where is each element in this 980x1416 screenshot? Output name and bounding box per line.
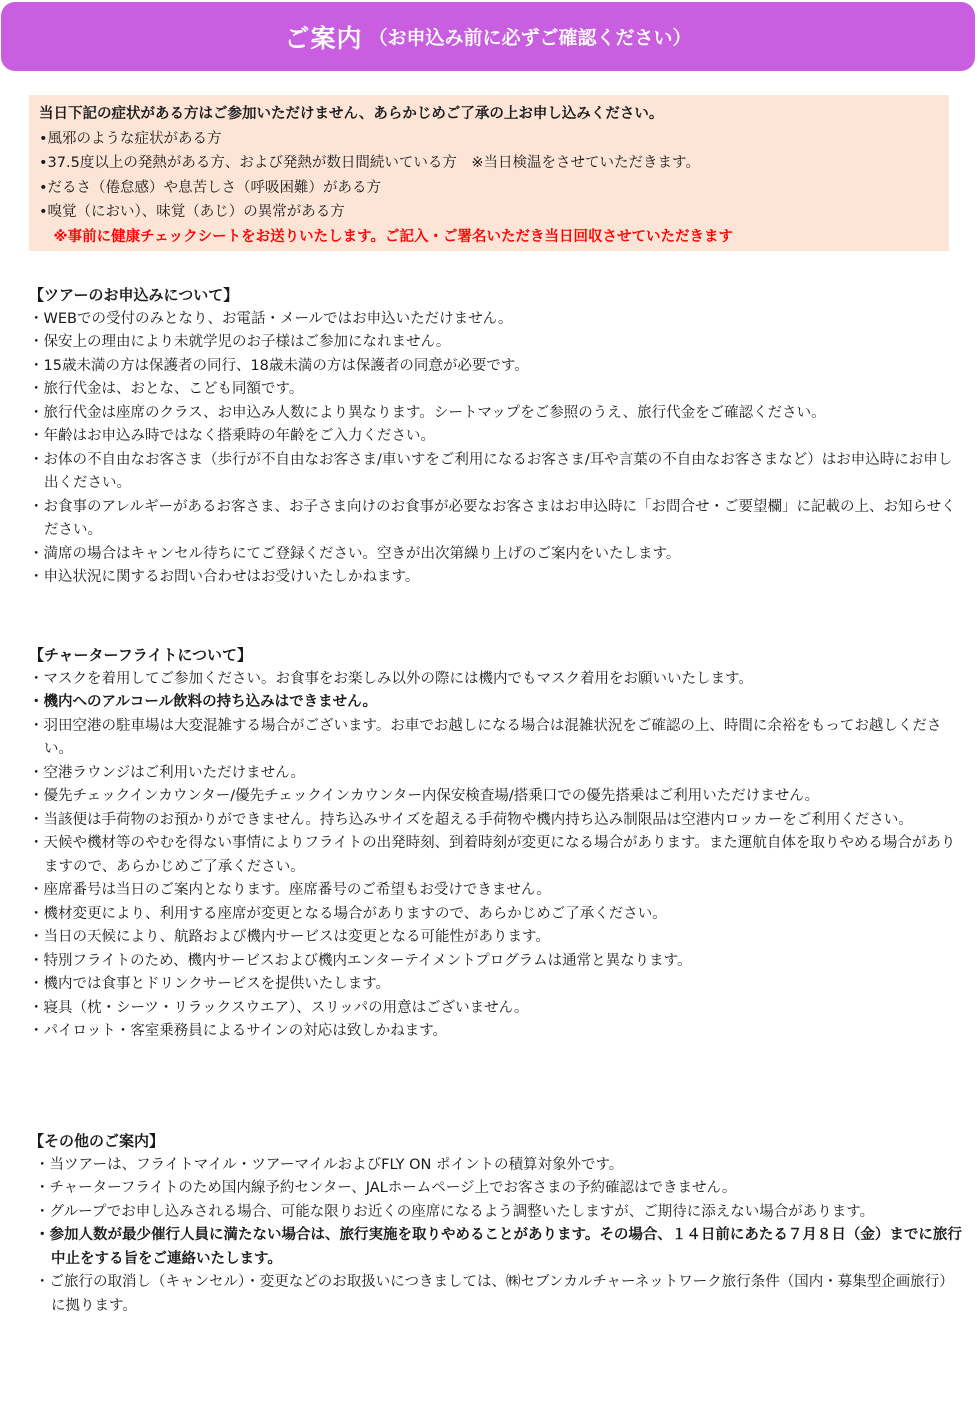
list-item: ・旅行代金は、おとな、こども同額です。 xyxy=(29,381,304,397)
list-item: ・天候や機材等のやむを得ない事情によりフライトの出発時刻、到着時刻が変更になる場合があります。また運航自体を取りやめる場合がありますので、あらかじめご了承ください。 xyxy=(29,835,956,875)
section-title: 【ツアーのお申込みについて】 xyxy=(29,286,239,304)
notice-heading: 当日下記の症状がある方はご参加いただけません、あらかじめご了承の上お申し込みください。 xyxy=(39,106,664,122)
list-item: ・特別フライトのため、機内サービスおよび機内エンターテイメントプログラムは通常と異なります。 xyxy=(29,952,692,969)
list-item: ・ご旅行の取消し（キャンセル）・変更などのお取扱いにつきましては、㈱セブンカルチャーネットワーク旅行条件（国内・募集型企画旅行）に拠ります。 xyxy=(35,1274,954,1314)
list-item: ・保安上の理由により未就学児のお子様はご参加になれません。 xyxy=(29,334,451,350)
list-item: ・旅行代金は座席のクラス、お申込み人数により異なります。シートマップをご参照のうえ、旅行代金をご確認ください。 xyxy=(29,404,826,421)
list-item: ・空港ラウンジはご利用いただけません。 xyxy=(29,764,306,781)
charter-flight-section xyxy=(29,644,964,1044)
list-item: ・機内へのアルコール飲料の持ち込みはできません。 xyxy=(29,694,377,710)
page-header xyxy=(1,2,975,71)
list-item: ・WEBでの受付のみとなり、お電話・メールではお申込いただけません。 xyxy=(29,310,513,327)
notice-item: •風邪のような症状がある方 xyxy=(39,130,222,147)
list-item: ・機内では食事とドリンクサービスを提供いたします。 xyxy=(29,976,391,992)
list-item: ・満席の場合はキャンセル待ちにてご登録ください。空きが出次第繰り上げのご案内をいたします。 xyxy=(29,545,681,562)
notice-item: •嗅覚（におい）、味覚（あじ）の異常がある方 xyxy=(39,204,345,221)
tour-application-section xyxy=(29,284,964,590)
list-item: ・当日の天候により、航路および機内サービスは変更となる可能性があります。 xyxy=(29,929,550,945)
list-item: ・マスクを着用してご参加ください。お食事をお楽しみ以外の際には機内でもマスク着用をお願いいたします。 xyxy=(29,670,753,687)
list-item: ・参加人数が最少催行人員に満たない場合は、旅行実施を取りやめることがあります。その場合、１４日前にあたる７月８日（金）までに旅行中止をする旨をご連絡いたします。 xyxy=(35,1227,962,1267)
notice-warning: ※事前に健康チェックシートをお送りいたします。ご記入・ご署名いただき当日回収させていただきます xyxy=(39,228,733,245)
list-item: ・パイロット・客室乗務員によるサインの対応は致しかねます。 xyxy=(29,1023,448,1039)
list-item: ・チャーターフライトのため国内線予約センター、JALホームページ上でお客さまの予約確認はできません。 xyxy=(35,1180,737,1196)
other-info-section xyxy=(29,1130,964,1318)
notice-item: •37.5度以上の発熱がある方、および発熱が数日間続いている方 ※当日検温をさせていただきます。 xyxy=(39,155,700,172)
health-notice-box xyxy=(29,95,949,251)
list-item: ・機材変更により、利用する座席が変更となる場合がありますので、あらかじめご了承ください。 xyxy=(29,905,667,922)
section-title: 【その他のご案内】 xyxy=(29,1132,165,1150)
list-item: ・座席番号は当日のご案内となります。座席番号のご希望もお受けできません。 xyxy=(29,882,551,898)
notice-item: •だるさ（倦怠感）や息苦しさ（呼吸困難）がある方 xyxy=(39,179,382,196)
list-item: ・お体の不自由なお客さま（歩行が不自由なお客さま/車いすをご利用になるお客さま/耳や言葉の不自由なお客さまなど）はお申込時にお申し出ください。 xyxy=(29,451,953,491)
list-item: ・羽田空港の駐車場は大変混雑する場合がございます。お車でお越しになる場合は混雑状況をご確認の上、時間に余裕をもってお越しください。 xyxy=(29,717,942,757)
list-item: ・優先チェックインカウンター/優先チェックインカウンター内保安検査場/搭乗口での優先搭乗はご利用いただけません。 xyxy=(29,788,820,804)
list-item: ・年齢はお申込み時ではなく搭乗時の年齢をご入力ください。 xyxy=(29,428,435,444)
list-item: ・寝具（枕・シーツ・リラックスウエア）、スリッパの用意はございません。 xyxy=(29,999,529,1016)
list-item: ・お食事のアレルギーがあるお客さま、お子さま向けのお食事が必要なお客さまはお申込時に「お問合せ・ご要望欄」に記載の上、お知らせください。 xyxy=(29,498,956,538)
list-item: ・グループでお申し込みされる場合、可能な限りお近くの座席になるよう調整いたしますが、ご期待に添えない場合があります。 xyxy=(35,1203,875,1220)
list-item: ・当該便は手荷物のお預かりができません。持ち込みサイズを超える手荷物や機内持ち込み制限品は空港内ロッカーをご利用ください。 xyxy=(29,811,913,828)
page-subtitle: （お申込み前に必ずご確認ください） xyxy=(368,27,692,49)
list-item: ・当ツアーは、フライトマイル・ツアーマイルおよびFLY ON ポイントの積算対象外です。 xyxy=(35,1156,624,1173)
page-title: ご案内 xyxy=(284,23,363,53)
section-title: 【チャーターフライトについて】 xyxy=(29,646,253,664)
list-item: ・申込状況に関するお問い合わせはお受けいたしかねます。 xyxy=(29,569,420,585)
list-item: ・15歳未満の方は保護者の同行、18歳未満の方は保護者の同意が必要です。 xyxy=(29,357,529,374)
